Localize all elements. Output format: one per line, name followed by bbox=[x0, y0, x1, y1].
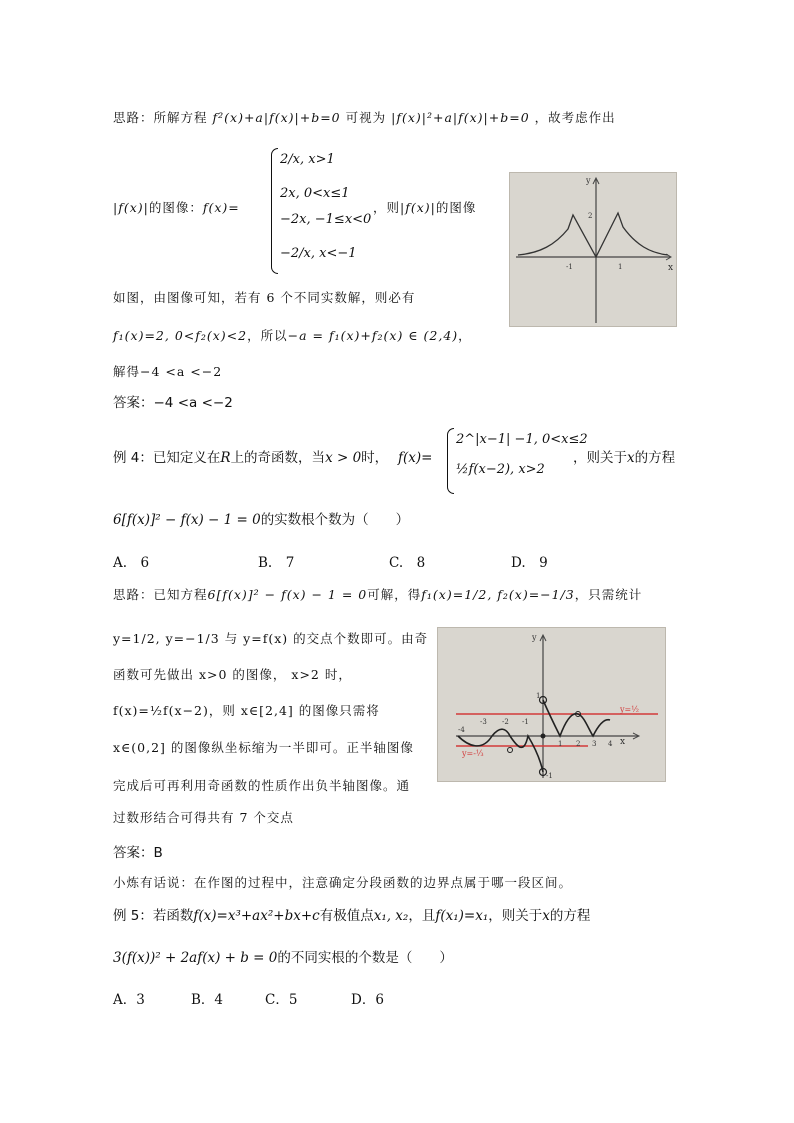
tick-p4: 4 bbox=[608, 740, 613, 748]
tick-y1: 1 bbox=[536, 692, 541, 700]
ex4-think-line: 思路：已知方程6[f(x)]² − f(x) − 1 = 0可解，得f₁(x)=1/2, f₂(x)=−1/3，只需统计 bbox=[113, 587, 643, 602]
graph-photo-1 bbox=[509, 172, 677, 327]
f-eq: f(x)= bbox=[202, 200, 240, 215]
ex4-option-c[interactable]: C. 8 bbox=[389, 555, 426, 571]
answer-2: 答案：B bbox=[113, 845, 163, 861]
case-2: 2x, 0<x≤1 bbox=[280, 186, 350, 201]
ex4-title: 例 4：已知定义在R上的奇函数，当x > 0时， bbox=[113, 450, 389, 466]
ex4-feq: f(x)= bbox=[398, 450, 433, 466]
case-3: −2x, −1≤x<0 bbox=[280, 212, 372, 227]
ex4-tail: ，则关于x的方程 bbox=[573, 450, 676, 466]
tick-m3: -3 bbox=[480, 718, 487, 726]
ex4-case-2: ½f(x−2), x>2 bbox=[456, 462, 545, 477]
abs-f: |f(x)| bbox=[113, 200, 149, 215]
as-fig: 如图，由图像可知，若有 6 个不同实数解，则必有 bbox=[113, 290, 416, 305]
case-4: −2/x, x<−1 bbox=[280, 246, 357, 261]
ex4-brace bbox=[447, 428, 454, 494]
ex4-p4: x∈(0,2] 的图像纵坐标缩为一半即可。正半轴图像 bbox=[113, 740, 414, 755]
text-mid: 可视为 bbox=[345, 110, 387, 125]
cond-line: f₁(x)=2, 0<f₂(x)<2，所以−a = f₁(x)+f₂(x) ∈ (2,4)， bbox=[113, 328, 472, 343]
tick-yneg1: -1 bbox=[546, 772, 553, 780]
tick-m1: -1 bbox=[522, 718, 529, 726]
tick-m2: -2 bbox=[502, 718, 509, 726]
ex4-p1: y=1/2, y=−1/3 与 y=f(x) 的交点个数即可。由奇 bbox=[113, 631, 429, 646]
ex5-eq-line: 3(f(x))² + 2af(x) + b = 0的不同实根的个数是（ ） bbox=[113, 950, 453, 966]
ex4-option-a[interactable]: A. 6 bbox=[113, 555, 150, 571]
text-tail: ，故考虑作出 bbox=[534, 110, 616, 125]
ex5-option-d[interactable]: D．6 bbox=[351, 992, 384, 1008]
then-label: ，则|f(x)|的图像 bbox=[373, 200, 477, 215]
y-axis-label-2: y bbox=[532, 633, 537, 642]
piecewise-brace bbox=[271, 148, 278, 274]
ex4-p3: f(x)=½f(x−2)，则 x∈[2,4] 的图像只需将 bbox=[113, 703, 380, 718]
ex5-option-c[interactable]: C．5 bbox=[265, 992, 298, 1008]
ex4-option-b[interactable]: B. 7 bbox=[258, 555, 295, 571]
line-half-label: y=½ bbox=[620, 705, 639, 714]
ex4-p2: 函数可先做出 x>0 的图像， x>2 时， bbox=[113, 667, 352, 682]
ex5-option-b[interactable]: B．4 bbox=[191, 992, 224, 1008]
tick-p1: 1 bbox=[558, 740, 563, 748]
case-1: 2/x, x>1 bbox=[280, 152, 335, 167]
equation-2: |f(x)|²+a|f(x)|+b=0 bbox=[391, 110, 530, 125]
tick-neg1: -1 bbox=[566, 263, 573, 271]
answer-1: 答案：−4 <a <−2 bbox=[113, 395, 233, 411]
ex4-p5: 完成后可再利用奇函数的性质作出负半轴图像。通 bbox=[113, 778, 411, 793]
s1-line1 bbox=[113, 110, 616, 126]
ex4-case-1: 2^|x−1| −1, 0<x≤2 bbox=[456, 432, 588, 447]
ex5-option-a[interactable]: A．3 bbox=[113, 992, 145, 1008]
line-third-label: y=-⅓ bbox=[462, 749, 484, 758]
tip-note: 小炼有话说：在作图的过程中，注意确定分段函数的边界点属于哪一段区间。 bbox=[113, 875, 573, 890]
x-axis-label-2: x bbox=[620, 737, 626, 747]
abs-graph-label bbox=[113, 200, 240, 216]
tick-m4: -4 bbox=[458, 726, 465, 734]
x-axis-label: x bbox=[668, 263, 674, 273]
ex4-option-d[interactable]: D. 9 bbox=[511, 555, 548, 571]
solve-line: 解得−4 <a <−2 bbox=[113, 364, 223, 379]
think-label: 思路：所解方程 bbox=[113, 110, 208, 125]
equation-1: f²(x)+a|f(x)|+b=0 bbox=[212, 110, 341, 125]
tick-p2: 2 bbox=[576, 740, 581, 748]
y-axis-label: y bbox=[586, 176, 591, 185]
ex4-eq-line: 6[f(x)]² − f(x) − 1 = 0的实数根个数为（ ） bbox=[113, 512, 410, 528]
graph-photo-2 bbox=[437, 627, 666, 782]
ex5-title: 例 5：若函数f(x)=x³+ax²+bx+c有极值点x₁, x₂，且f(x₁)=x₁，则关于x的方程 bbox=[113, 908, 591, 924]
tick-p3: 3 bbox=[592, 740, 597, 748]
ex4-p6: 过数形结合可得共有 7 个交点 bbox=[113, 810, 294, 825]
tick-one: 1 bbox=[618, 263, 623, 271]
graph-of: 的图像： bbox=[148, 200, 203, 215]
tick-two: 2 bbox=[588, 212, 593, 220]
